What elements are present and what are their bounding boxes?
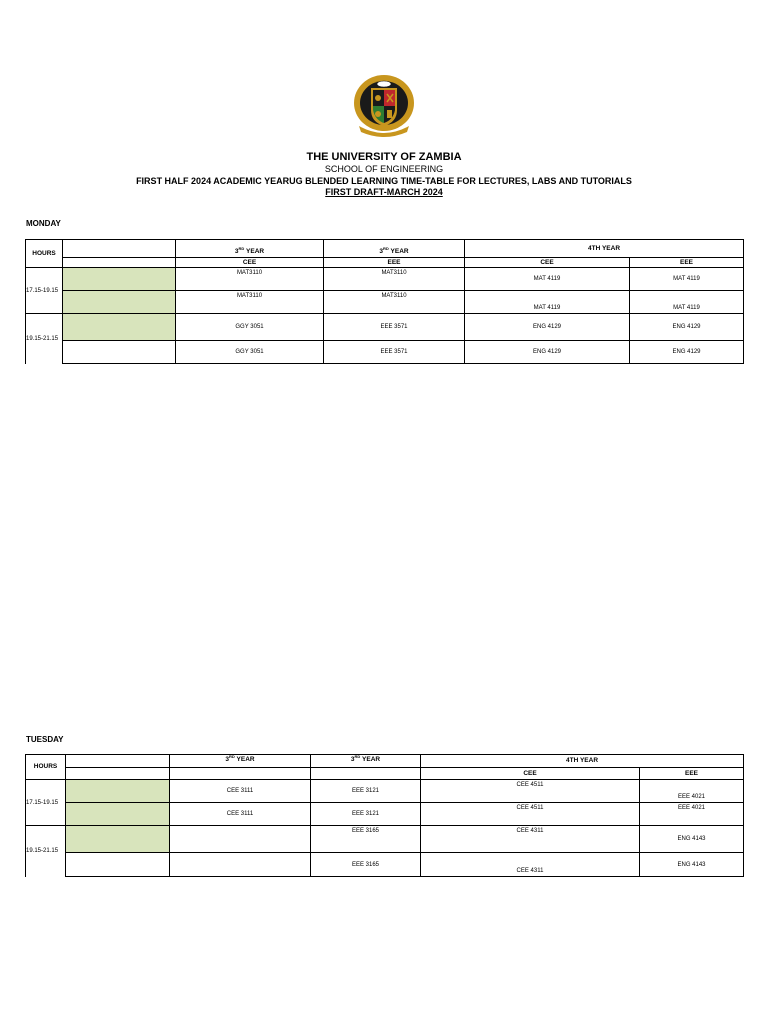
draft-label: FIRST DRAFT-MARCH 2024 xyxy=(325,187,443,197)
time-slot: 19.15-21.15 xyxy=(26,826,66,877)
course-cell: ENG 4129 xyxy=(465,314,630,341)
course-cell: ENG 4129 xyxy=(630,314,744,341)
blank-subheader xyxy=(63,258,176,268)
course-cell: MAT3110 xyxy=(176,291,324,314)
eee-subheader: EEE xyxy=(630,258,744,268)
course-cell: MAT 4119 xyxy=(630,268,744,291)
monday-timetable xyxy=(25,239,744,364)
hours-header: HOURS xyxy=(26,240,63,268)
university-crest-logo xyxy=(349,70,419,140)
school-name: SCHOOL OF ENGINEERING xyxy=(324,164,444,174)
blank-header xyxy=(66,755,170,768)
blank-subheader xyxy=(170,768,311,780)
slot-empty-cell xyxy=(66,853,170,877)
course-cell: MAT 4119 xyxy=(465,291,630,314)
course-cell: EEE 3121 xyxy=(311,780,421,803)
day-label-monday: MONDAY xyxy=(26,219,61,228)
course-cell: CEE 3111 xyxy=(170,803,311,826)
year3-eee-header: 3RD YEAR xyxy=(311,755,421,768)
hours-header: HOURS xyxy=(26,755,66,780)
course-cell: EEE 3165 xyxy=(311,853,421,877)
course-cell: GGY 3051 xyxy=(176,314,324,341)
blank-subheader xyxy=(66,768,170,780)
slot-fill-cell xyxy=(63,268,176,291)
year4-header: 4TH YEAR xyxy=(465,240,744,258)
cee-subheader: CEE xyxy=(176,258,324,268)
course-cell: CEE 4511 xyxy=(421,803,640,826)
course-cell: MAT 4119 xyxy=(465,268,630,291)
course-cell: EEE 3571 xyxy=(324,314,465,341)
slot-fill-cell xyxy=(66,803,170,826)
course-cell: EEE 4021 xyxy=(640,803,744,826)
timetable-title: FIRST HALF 2024 ACADEMIC YEARUG BLENDED LEARNING TIME-TABLE FOR LECTURES, LABS AND TUTORIALS xyxy=(136,176,632,186)
course-cell: EEE 3165 xyxy=(311,826,421,853)
course-cell: GGY 3051 xyxy=(176,341,324,364)
university-name: THE UNIVERSITY OF ZAMBIA xyxy=(306,151,462,163)
course-cell: MAT3110 xyxy=(176,268,324,291)
slot-fill-cell xyxy=(66,780,170,803)
course-cell xyxy=(170,826,311,853)
eee-subheader: EEE xyxy=(324,258,465,268)
course-cell: ENG 4129 xyxy=(465,341,630,364)
course-cell: MAT3110 xyxy=(324,268,465,291)
course-cell: EEE 4021 xyxy=(640,780,744,803)
time-slot: 17.15-19.15 xyxy=(26,780,66,826)
year3-cee-header: 3RD YEAR xyxy=(176,240,324,258)
course-cell: EEE 3571 xyxy=(324,341,465,364)
course-cell: MAT 4119 xyxy=(630,291,744,314)
course-cell: ENG 4143 xyxy=(640,853,744,877)
course-cell: MAT3110 xyxy=(324,291,465,314)
course-cell: CEE 3111 xyxy=(170,780,311,803)
tuesday-timetable xyxy=(25,754,744,877)
course-cell: CEE 4311 xyxy=(421,826,640,853)
year3-cee-header: 3RD YEAR xyxy=(170,755,311,768)
course-cell xyxy=(170,853,311,877)
blank-subheader xyxy=(311,768,421,780)
cee-subheader: CEE xyxy=(465,258,630,268)
blank-header xyxy=(63,240,176,258)
document-header xyxy=(0,151,768,198)
slot-fill-cell xyxy=(63,291,176,314)
cee-subheader: CEE xyxy=(421,768,640,780)
slot-fill-cell xyxy=(63,314,176,341)
course-cell: ENG 4129 xyxy=(630,341,744,364)
day-label-tuesday: TUESDAY xyxy=(26,735,64,744)
slot-fill-cell xyxy=(66,826,170,853)
course-cell: ENG 4143 xyxy=(640,826,744,853)
course-cell: EEE 3121 xyxy=(311,803,421,826)
year4-header: 4TH YEAR xyxy=(421,755,744,768)
course-cell: CEE 4311 xyxy=(421,853,640,877)
time-slot: 17.15-19.15 xyxy=(26,268,63,314)
slot-empty-cell xyxy=(63,341,176,364)
year3-eee-header: 3RD YEAR xyxy=(324,240,465,258)
course-cell: CEE 4511 xyxy=(421,780,640,803)
eee-subheader: EEE xyxy=(640,768,744,780)
time-slot: 19.15-21.15 xyxy=(26,314,63,364)
